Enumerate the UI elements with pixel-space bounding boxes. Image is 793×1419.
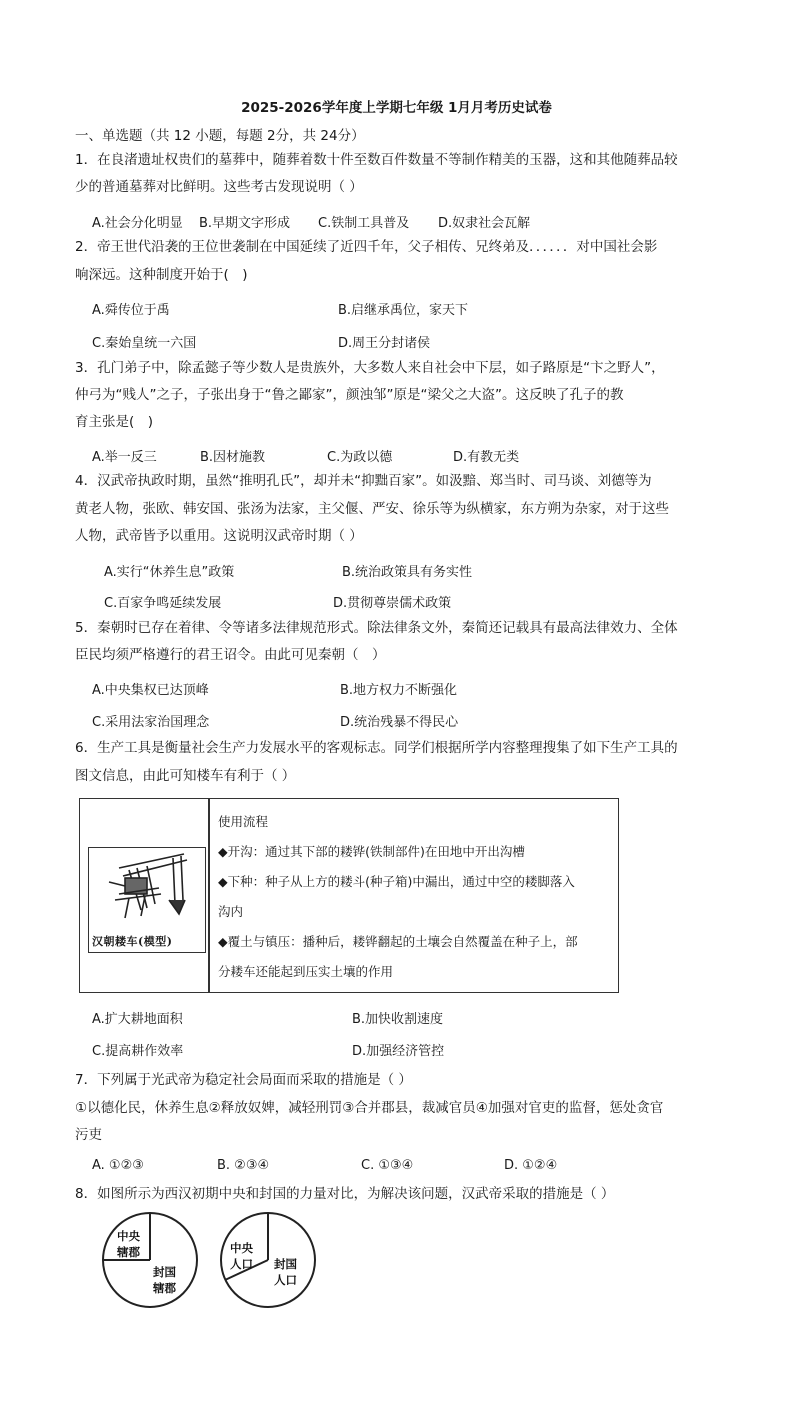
q3-option-c: C.为政以德 xyxy=(327,450,393,465)
pie-chart-commanderies xyxy=(100,1210,200,1310)
q1-option-a: A.社会分化明显 xyxy=(92,216,183,231)
q4-option-b: B.统治政策具有务实性 xyxy=(342,565,473,580)
q7-option-a: A. ①②③ xyxy=(92,1158,144,1173)
q2-option-a: A.舜传位于禹 xyxy=(92,303,170,318)
question-7-stem-line1: 7．下列属于光武帝为稳定社会局面而采取的措施是（ ） xyxy=(75,1072,412,1088)
q1-option-d: D.奴隶社会瓦解 xyxy=(438,216,531,231)
q3-option-b: B.因材施教 xyxy=(200,450,266,465)
q6-option-d: D.加强经济管控 xyxy=(352,1044,445,1059)
box-line-2: ◆下种：种子从上方的耧斗(种子箱)中漏出，通过中空的耧脚落入 xyxy=(218,874,575,889)
q7-option-d: D. ①②④ xyxy=(504,1158,558,1173)
pie2-central-label-1: 中央 xyxy=(230,1241,253,1255)
pie1-central-label-2: 辖郡 xyxy=(117,1245,140,1259)
question-4-stem-line1: 4．汉武帝执政时期，虽然“推明孔氏”，却并未“抑黜百家”。如汲黯、郑当时、司马谈、刘德等为 xyxy=(75,473,652,489)
question-1-stem-line1: 1．在良渚遗址权贵们的墓葬中，随葬着数十件至数百件数量不等制作精美的玉器，这和其他随葬品较 xyxy=(75,152,678,168)
question-5-stem-line2: 臣民均须严格遵行的君王诏令。由此可见秦朝（ ） xyxy=(75,647,386,663)
section-heading: 一、单选题（共 12 小题，每题 2分，共 24分） xyxy=(75,128,365,144)
q3-option-d: D.有教无类 xyxy=(453,450,520,465)
question-8-stem-line1: 8．如图所示为西汉初期中央和封国的力量对比，为解决该问题，汉武帝采取的措施是（ ） xyxy=(75,1186,615,1202)
q4-option-c: C.百家争鸣延续发展 xyxy=(104,596,222,611)
q2-option-b: B.启继承禹位，家天下 xyxy=(338,303,469,318)
question-7-stem-line3: 污吏 xyxy=(75,1127,102,1143)
q3-option-a: A.举一反三 xyxy=(92,450,157,465)
box-divider xyxy=(208,799,210,992)
pie1-central-label-1: 中央 xyxy=(117,1229,140,1243)
q6-option-b: B.加快收割速度 xyxy=(352,1012,444,1027)
question-7-stem-line2: ①以德化民，休养生息②释放奴婢，减轻刑罚③合并郡县，裁减官员④加强对官吏的监督，惩处贪官 xyxy=(75,1100,664,1116)
q4-option-d: D.贯彻尊崇儒术政策 xyxy=(333,596,452,611)
question-2-stem-line1: 2．帝王世代沿袭的王位世袭制在中国延续了近四千年，父子相传、兄终弟及．．．．．．对中国社会影 xyxy=(75,239,658,255)
q4-option-a: A.实行“休养生息”政策 xyxy=(104,565,235,580)
pie2-vassal-label-2: 人口 xyxy=(274,1273,297,1287)
question-3-stem-line1: 3．孔门弟子中，除孟懿子等少数人是贵族外，大多数人来自社会中下层，如子路原是“卞之野人”， xyxy=(75,360,665,376)
q7-option-c: C. ①③④ xyxy=(361,1158,414,1173)
plow-info-box xyxy=(79,798,619,993)
q1-option-c: C.铁制工具普及 xyxy=(318,216,410,231)
question-2-stem-line2: 响深远。这种制度开始于( ) xyxy=(75,267,248,283)
seed-drill-caption: 汉朝耧车(模型) xyxy=(92,935,173,948)
question-6-stem-line2: 图文信息，由此可知楼车有利于（ ） xyxy=(75,768,296,784)
box-line-4: ◆覆土与镇压：播种后，耧铧翻起的土壤会自然覆盖在种子上，部 xyxy=(218,934,578,949)
q5-option-d: D.统治残暴不得民心 xyxy=(340,715,459,730)
question-6-stem-line1: 6．生产工具是衡量社会生产力发展水平的客观标志。同学们根据所学内容整理搜集了如下生产工具的 xyxy=(75,740,678,756)
pie-chart-population xyxy=(218,1210,318,1310)
question-1-stem-line2: 少的普通墓葬对比鲜明。这些考古发现说明（ ） xyxy=(75,179,363,195)
q2-option-c: C.秦始皇统一六国 xyxy=(92,336,197,351)
question-4-stem-line3: 人物，武帝皆予以重用。这说明汉武帝时期（ ） xyxy=(75,528,363,544)
box-line-1: ◆开沟：通过其下部的耧铧(铁制部件)在田地中开出沟槽 xyxy=(218,844,525,859)
q6-option-a: A.扩大耕地面积 xyxy=(92,1012,183,1027)
question-5-stem-line1: 5．秦朝时已存在着律、令等诸多法律规范形式。除法律条文外，秦简还记载具有最高法律效力、全体 xyxy=(75,620,678,636)
pie1-vassal-label-1: 封国 xyxy=(153,1265,176,1279)
question-3-stem-line3: 育主张是( ) xyxy=(75,414,154,430)
q1-option-b: B.早期文字形成 xyxy=(199,216,291,231)
q2-option-d: D.周王分封诸侯 xyxy=(338,336,431,351)
box-line-3: 沟内 xyxy=(218,904,244,919)
page-title: 2025-2026学年度上学期七年级 1月月考历史试卷 xyxy=(241,100,552,116)
q6-option-c: C.提高耕作效率 xyxy=(92,1044,184,1059)
q5-option-b: B.地方权力不断强化 xyxy=(340,683,458,698)
seed-drill-illustration xyxy=(89,848,204,928)
question-3-stem-line2: 仲弓为“贱人”之子，子张出身于“鲁之鄙家”，颜浊邹”原是“梁父之大盗”。这反映了孔子的教 xyxy=(75,387,624,403)
box-heading: 使用流程 xyxy=(218,814,269,829)
q5-option-c: C.采用法家治国理念 xyxy=(92,715,210,730)
q5-option-a: A.中央集权已达顶峰 xyxy=(92,683,209,698)
pie2-vassal-label-1: 封国 xyxy=(274,1257,297,1271)
pie2-central-label-2: 人口 xyxy=(230,1257,253,1271)
q7-option-b: B. ②③④ xyxy=(217,1158,270,1173)
pie1-vassal-label-2: 辖郡 xyxy=(153,1281,176,1295)
box-line-5: 分耧车还能起到压实土壤的作用 xyxy=(218,964,394,979)
question-4-stem-line2: 黄老人物，张欧、韩安国、张汤为法家，主父偃、严安、徐乐等为纵横家，东方朔为杂家，对于这些 xyxy=(75,501,669,517)
